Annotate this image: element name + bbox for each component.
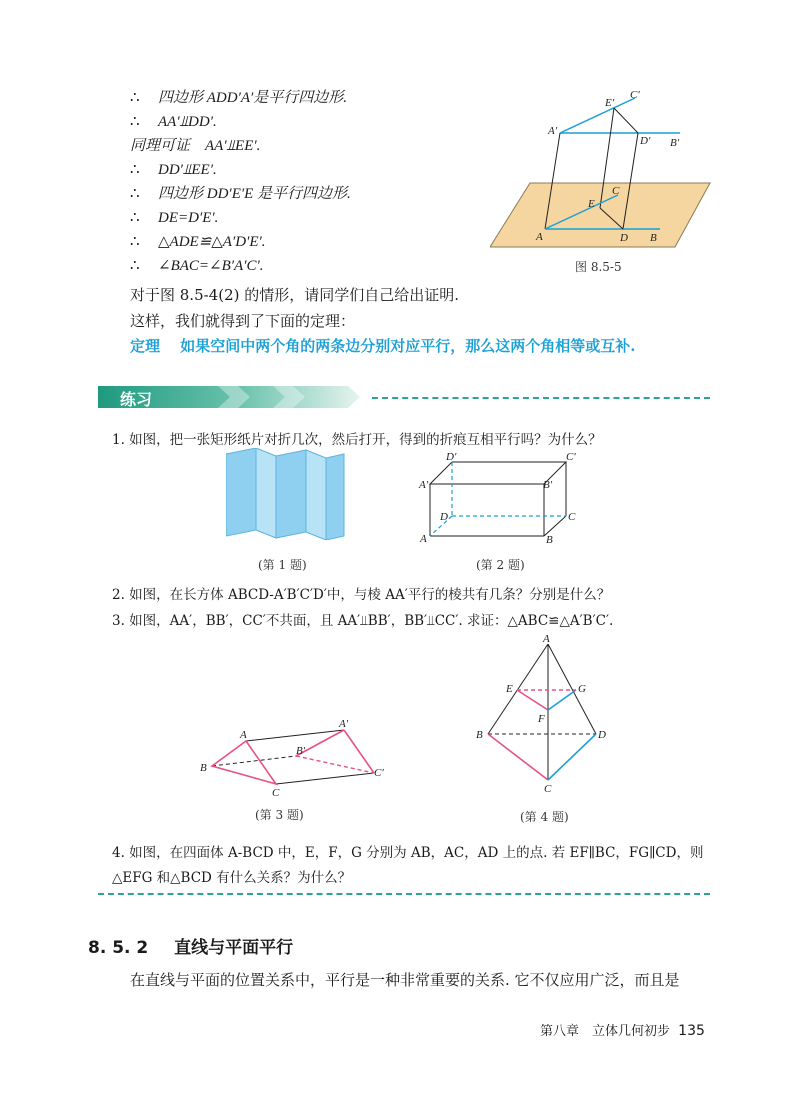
page-number: 135 [678, 1023, 705, 1039]
label-a1: A′ [548, 125, 558, 137]
caption-q2: (第 2 题) [476, 558, 525, 572]
label-d: D [440, 511, 448, 523]
label-a: A [420, 533, 427, 545]
seg-e1-d1 [614, 108, 638, 133]
figure-q2-cuboid [416, 448, 586, 546]
label-a1: A′ [419, 479, 429, 491]
proof-line: ∴ ∠BAC=∠B′A′C′. [130, 256, 264, 274]
label-d: D [598, 729, 606, 741]
label-b1: B′ [543, 479, 553, 491]
figure-q1-folded-paper [226, 448, 346, 540]
label-a: A [240, 729, 247, 741]
label-d1: D′ [446, 451, 457, 463]
theorem-text: 如果空间中两个角的两条边分别对应平行，那么这两个角相等或互补. [180, 337, 636, 355]
plane [490, 183, 710, 247]
footer-chapter: 第八章 立体几何初步 [540, 1024, 671, 1039]
caption-q3: (第 3 题) [255, 808, 304, 822]
label-b: B [200, 762, 207, 774]
label-b: B [650, 232, 657, 244]
label-c: C [612, 185, 620, 197]
proof-block [130, 87, 351, 279]
figure-q4 [476, 634, 616, 794]
proof-line: ∴ 四边形 DD′E′E 是平行四边形. [130, 184, 351, 202]
label-a: A [536, 231, 543, 243]
question-2: 2. 如图，在长方体 ABCD-A′B′C′D′中，与棱 AA′平行的棱共有几条？分别是什么？ [112, 587, 611, 603]
ray-a1-c1 [560, 98, 635, 133]
body-paragraph: 在直线与平面的位置关系中，平行是一种非常重要的关系. 它不仅应用广泛，而且是 [130, 971, 680, 989]
label-c1: C′ [566, 451, 576, 463]
label-a1: A′ [339, 718, 349, 730]
label-e: E [588, 198, 595, 210]
label-e1: E′ [605, 97, 615, 109]
label-d: D [620, 232, 628, 244]
label-c: C [544, 783, 552, 794]
theorem-label: 定理 [130, 337, 161, 355]
paragraph-2: 这样，我们就得到了下面的定理： [130, 312, 356, 330]
label-c: C [568, 511, 576, 523]
theorem [130, 335, 635, 356]
label-b: B [476, 729, 483, 741]
label-e: E [506, 683, 513, 695]
page-footer [540, 1020, 705, 1039]
divider-top [372, 397, 710, 399]
caption-q1: (第 1 题) [258, 558, 307, 572]
label-d1: D′ [640, 135, 651, 147]
question-3: 3. 如图，AA′，BB′，CC′不共面，且 AA′⫫BB′，BB′⫫CC′. 求证：△ABC≌△A′B′C′. [112, 613, 614, 629]
label-c: C [272, 787, 280, 798]
label-b: B [546, 534, 553, 546]
caption-q4: (第 4 题) [520, 810, 569, 824]
label-f: F [538, 713, 545, 725]
section-title: 直线与平面平行 [174, 938, 294, 958]
figure-q3 [196, 716, 396, 798]
label-b1: B′ [296, 745, 306, 757]
label-c1: C′ [374, 767, 384, 779]
section-heading [88, 933, 293, 958]
proof-line: ∴ AA′⫫DD′. [130, 112, 217, 130]
section-number: 8. 5. 2 [88, 938, 149, 958]
proof-line: ∴ DD′⫫EE′. [130, 160, 217, 178]
figure-caption: 图 8.5-5 [575, 260, 622, 274]
label-a: A [543, 634, 550, 645]
exercise-header: 练习 [120, 390, 153, 409]
label-b1: B′ [670, 137, 680, 149]
question-4-line-2: △EFG 和△BCD 有什么关系？为什么？ [112, 870, 352, 886]
proof-line: ∴ △ADE≌△A′D′E′. [130, 232, 266, 250]
label-g: G [578, 683, 586, 695]
question-1: 1. 如图，把一张矩形纸片对折几次，然后打开，得到的折痕互相平行吗？为什么？ [112, 432, 602, 448]
paragraph-1: 对于图 8.5-4(2) 的情形，请同学们自己给出证明. [130, 286, 460, 304]
label-c1: C′ [630, 90, 640, 101]
proof-line: ∴ DE=D′E′. [130, 208, 219, 226]
proof-line: ∴ 四边形 ADD′A′是平行四边形. [130, 88, 348, 106]
divider-bottom [98, 893, 710, 895]
proof-line: 同理可证 AA′⫫EE′. [130, 138, 261, 154]
question-4-line-1: 4. 如图，在四面体 A-BCD 中，E，F，G 分别为 AB，AC，AD 上的点. 若 EF∥BC，FG∥CD，则 [112, 845, 704, 861]
figure-8-5-5 [490, 90, 730, 280]
